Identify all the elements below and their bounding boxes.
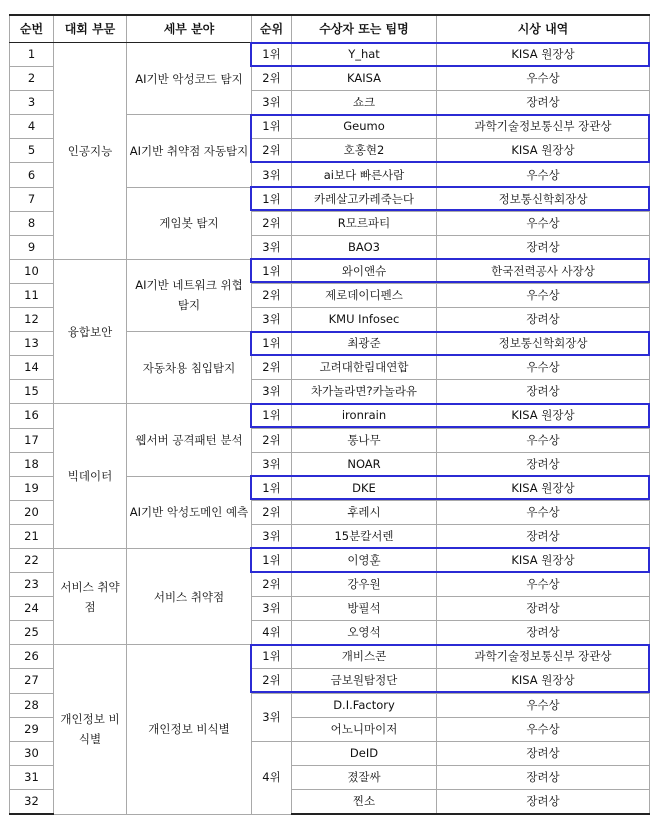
- award-cell: 과학기술정보통신부 장관상: [437, 115, 650, 139]
- rank-cell: 1위: [252, 259, 292, 283]
- award-cell: 한국전력공사 사장상: [437, 259, 650, 283]
- row-number: 2: [10, 67, 54, 91]
- award-cell: 장려상: [437, 597, 650, 621]
- team-cell: Geumo: [292, 115, 437, 139]
- header-award: 시상 내역: [437, 15, 650, 43]
- team-cell: 오영석: [292, 621, 437, 645]
- team-cell: 호홍현2: [292, 139, 437, 163]
- row-number: 7: [10, 187, 54, 211]
- team-cell: KAISA: [292, 67, 437, 91]
- subfield-cell: 웹서버 공격패턴 분석: [127, 404, 252, 476]
- rank-cell: 3위: [252, 380, 292, 404]
- rank-cell: 4위: [252, 741, 292, 814]
- subfield-cell: 개인정보 비식별: [127, 645, 252, 814]
- award-cell: 장려상: [437, 741, 650, 765]
- award-cell: 우수상: [437, 356, 650, 380]
- row-number: 20: [10, 500, 54, 524]
- row-number: 21: [10, 524, 54, 548]
- row-number: 23: [10, 573, 54, 597]
- rank-cell: 3위: [252, 693, 292, 741]
- rank-cell: 2위: [252, 356, 292, 380]
- rank-cell: 3위: [252, 597, 292, 621]
- row-number: 28: [10, 693, 54, 717]
- team-cell: 차가놀라면?카놀라유: [292, 380, 437, 404]
- row-number: 4: [10, 115, 54, 139]
- category-cell: 빅데이터: [54, 404, 127, 549]
- row-number: 3: [10, 91, 54, 115]
- award-cell: 장려상: [437, 765, 650, 789]
- subfield-cell: AI기반 악성도메인 예측: [127, 476, 252, 548]
- award-cell: 우수상: [437, 211, 650, 235]
- header-team: 수상자 또는 팀명: [292, 15, 437, 43]
- rank-cell: 1위: [252, 548, 292, 572]
- rank-cell: 4위: [252, 621, 292, 645]
- award-cell: KISA 원장상: [437, 669, 650, 693]
- award-cell: 장려상: [437, 308, 650, 332]
- rank-cell: 1위: [252, 332, 292, 356]
- table-row: [10, 404, 650, 428]
- rank-cell: 2위: [252, 283, 292, 307]
- rank-cell: 1위: [252, 187, 292, 211]
- rank-cell: 3위: [252, 308, 292, 332]
- row-number: 16: [10, 404, 54, 428]
- team-cell: 카레살고카레죽는다: [292, 187, 437, 211]
- award-cell: 우수상: [437, 163, 650, 187]
- award-cell: 장려상: [437, 621, 650, 645]
- row-number: 9: [10, 235, 54, 259]
- row-number: 1: [10, 43, 54, 67]
- award-cell: 우수상: [437, 283, 650, 307]
- team-cell: 고려대한림대연합: [292, 356, 437, 380]
- award-cell: KISA 원장상: [437, 139, 650, 163]
- rank-cell: 2위: [252, 500, 292, 524]
- team-cell: 통나무: [292, 428, 437, 452]
- rank-cell: 3위: [252, 524, 292, 548]
- row-number: 32: [10, 789, 54, 814]
- header-subfield: 세부 분야: [127, 15, 252, 43]
- rank-cell: 2위: [252, 573, 292, 597]
- row-number: 22: [10, 548, 54, 572]
- award-cell: 우수상: [437, 428, 650, 452]
- award-cell: 과학기술정보통신부 장관상: [437, 645, 650, 669]
- row-number: 12: [10, 308, 54, 332]
- rank-cell: 2위: [252, 67, 292, 91]
- award-cell: 우수상: [437, 717, 650, 741]
- award-cell: 우수상: [437, 500, 650, 524]
- award-cell: 정보통신학회장상: [437, 332, 650, 356]
- subfield-cell: 자동차용 침입탐지: [127, 332, 252, 404]
- header-category: 대회 부문: [54, 15, 127, 43]
- team-cell: R모르파티: [292, 211, 437, 235]
- team-cell: BAO3: [292, 235, 437, 259]
- subfield-cell: AI기반 악성코드 탐지: [127, 43, 252, 115]
- category-cell: 인공지능: [54, 43, 127, 260]
- rank-cell: 3위: [252, 163, 292, 187]
- team-cell: 쇼크: [292, 91, 437, 115]
- row-number: 11: [10, 283, 54, 307]
- subfield-cell: 서비스 취약점: [127, 548, 252, 644]
- rank-cell: 2위: [252, 669, 292, 693]
- header-rank: 순위: [252, 15, 292, 43]
- team-cell: 제로데이디펜스: [292, 283, 437, 307]
- row-number: 24: [10, 597, 54, 621]
- row-number: 31: [10, 765, 54, 789]
- rank-cell: 3위: [252, 235, 292, 259]
- rank-cell: 2위: [252, 139, 292, 163]
- rank-cell: 3위: [252, 452, 292, 476]
- row-number: 26: [10, 645, 54, 669]
- row-number: 19: [10, 476, 54, 500]
- team-cell: 찐소: [292, 789, 437, 814]
- row-number: 6: [10, 163, 54, 187]
- award-cell: 장려상: [437, 452, 650, 476]
- award-cell: KISA 원장상: [437, 476, 650, 500]
- table-body: [10, 43, 650, 815]
- team-cell: 이영훈: [292, 548, 437, 572]
- team-cell: 졌잘싸: [292, 765, 437, 789]
- rank-cell: 1위: [252, 43, 292, 67]
- team-cell: DeID: [292, 741, 437, 765]
- award-cell: 우수상: [437, 573, 650, 597]
- subfield-cell: 게임봇 탐지: [127, 187, 252, 259]
- row-number: 18: [10, 452, 54, 476]
- rank-cell: 2위: [252, 428, 292, 452]
- team-cell: ai보다 빠른사람: [292, 163, 437, 187]
- team-cell: 금보원탐정단: [292, 669, 437, 693]
- team-cell: Y_hat: [292, 43, 437, 67]
- award-cell: KISA 원장상: [437, 404, 650, 428]
- subfield-cell: AI기반 취약점 자동탐지: [127, 115, 252, 187]
- award-cell: 장려상: [437, 380, 650, 404]
- row-number: 10: [10, 259, 54, 283]
- row-number: 15: [10, 380, 54, 404]
- category-cell: 개인정보 비식별: [54, 645, 127, 814]
- team-cell: 최광준: [292, 332, 437, 356]
- team-cell: D.I.Factory: [292, 693, 437, 717]
- award-cell: KISA 원장상: [437, 548, 650, 572]
- category-cell: 서비스 취약점: [54, 548, 127, 644]
- row-number: 17: [10, 428, 54, 452]
- rank-cell: 1위: [252, 645, 292, 669]
- row-number: 30: [10, 741, 54, 765]
- row-number: 25: [10, 621, 54, 645]
- team-cell: 어노니마이저: [292, 717, 437, 741]
- award-cell: 장려상: [437, 235, 650, 259]
- header-row: [10, 15, 650, 43]
- row-number: 14: [10, 356, 54, 380]
- table-row: [10, 548, 650, 572]
- team-cell: NOAR: [292, 452, 437, 476]
- header-no: 순번: [10, 15, 54, 43]
- subfield-cell: AI기반 네트워크 위협 탐지: [127, 259, 252, 331]
- rank-cell: 1위: [252, 404, 292, 428]
- team-cell: ironrain: [292, 404, 437, 428]
- team-cell: 후레시: [292, 500, 437, 524]
- team-cell: DKE: [292, 476, 437, 500]
- team-cell: 방필석: [292, 597, 437, 621]
- rank-cell: 1위: [252, 115, 292, 139]
- row-number: 5: [10, 139, 54, 163]
- awards-table: [9, 14, 650, 815]
- award-cell: 우수상: [437, 67, 650, 91]
- row-number: 13: [10, 332, 54, 356]
- row-number: 29: [10, 717, 54, 741]
- award-cell: 우수상: [437, 693, 650, 717]
- team-cell: 개비스콘: [292, 645, 437, 669]
- awards-table-container: [9, 14, 649, 815]
- award-cell: 장려상: [437, 91, 650, 115]
- row-number: 8: [10, 211, 54, 235]
- team-cell: 와이앤슈: [292, 259, 437, 283]
- table-row: [10, 259, 650, 283]
- team-cell: KMU Infosec: [292, 308, 437, 332]
- rank-cell: 3위: [252, 91, 292, 115]
- rank-cell: 1위: [252, 476, 292, 500]
- award-cell: 장려상: [437, 789, 650, 814]
- table-row: [10, 43, 650, 67]
- category-cell: 융합보안: [54, 259, 127, 404]
- row-number: 27: [10, 669, 54, 693]
- award-cell: 정보통신학회장상: [437, 187, 650, 211]
- award-cell: KISA 원장상: [437, 43, 650, 67]
- table-row: [10, 645, 650, 669]
- award-cell: 장려상: [437, 524, 650, 548]
- team-cell: 강우원: [292, 573, 437, 597]
- rank-cell: 2위: [252, 211, 292, 235]
- team-cell: 15분칼서렌: [292, 524, 437, 548]
